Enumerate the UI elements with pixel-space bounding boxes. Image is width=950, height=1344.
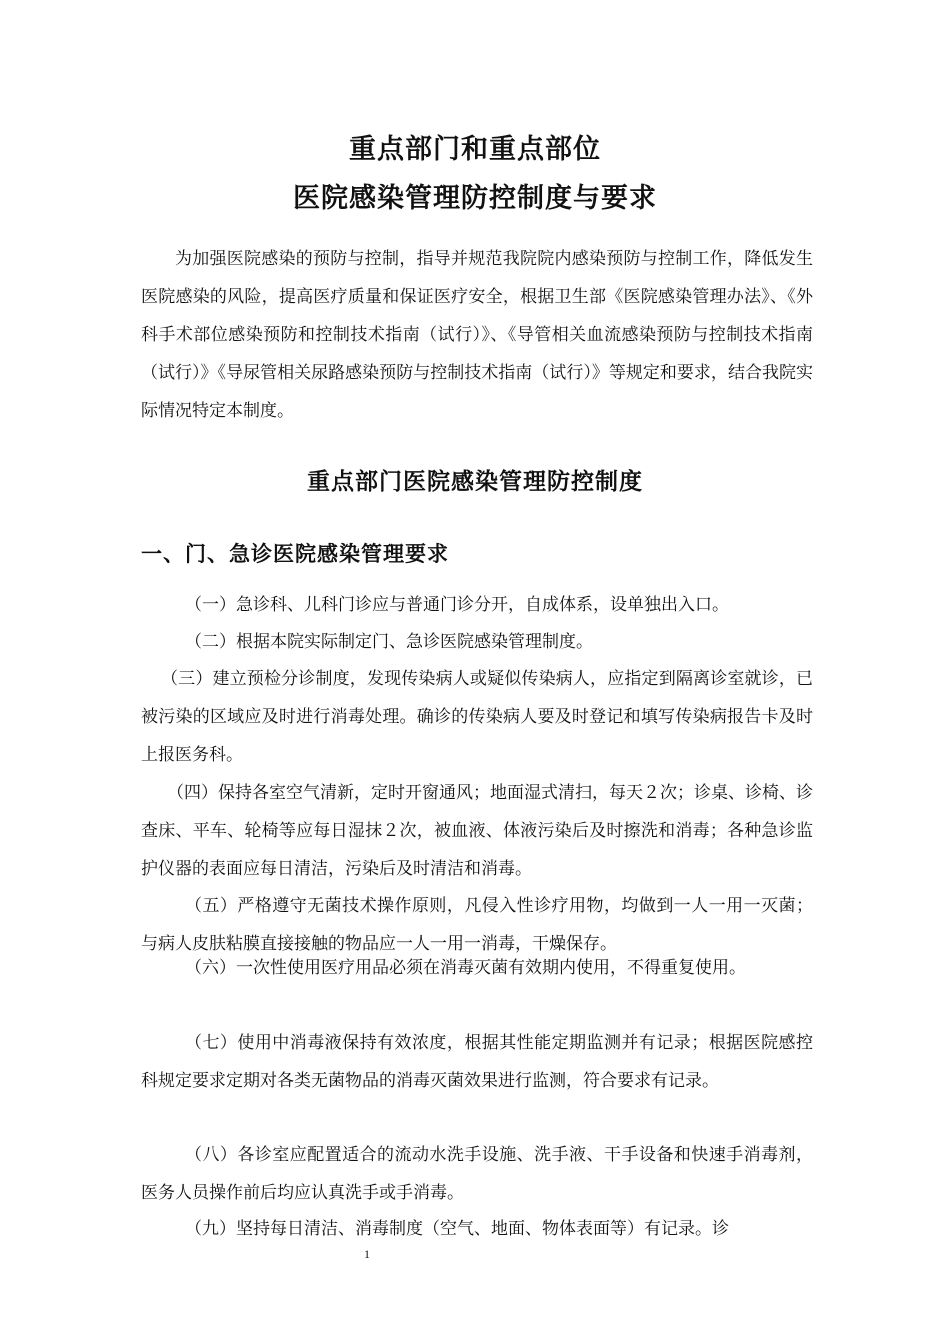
document-title-line2: 医院感染管理防控制度与要求 [293,183,657,214]
intro-paragraph: 为加强医院感染的预防与控制，指导并规范我院院内感染预防与控制工作，降低发生医院感染的风险，提高医疗质量和保证医疗安全，根据卫生部《医院感染管理办法》、《外科手术部位感染预防和控制技术指南（试行）》、《导管相关血流感染预防与控制技术指南（试行）》《导尿管相关尿路感染预防与控制技术指南（试行）》等规定和要求，结合我院实际情况特定本制度。 [141,249,813,421]
list-item: （八）各诊室应配置适合的流动水洗手设施、洗手液、干手设备和快速手消毒剂，医务人员操作前后均应认真洗手或手消毒。 [141,1145,813,1203]
list-item: （五）严格遵守无菌技术操作原则，凡侵入性诊疗用物，均做到一人一用一灭菌；与病人皮肤粘膜直接接触的物品应一人一用一消毒，干燥保存。 [141,896,813,954]
heading-outpatient-emergency: 一、门、急诊医院感染管理要求 [141,542,449,566]
list-item: （四）保持各室空气清新，定时开窗通风；地面湿式清扫，每天２次；诊桌、诊椅、诊查床、平车、轮椅等应每日湿抹２次，被血液、体液污染后及时擦洗和消毒；各种急诊监护仪器的表面应每日清洁，污染后及时清洁和消毒。 [141,783,813,879]
page-number: 1 [364,1247,370,1261]
list-item: （六）一次性使用医疗用品必须在消毒灭菌有效期内使用，不得重复使用。 [185,958,746,978]
document-title-line1: 重点部门和重点部位 [349,134,601,165]
list-item: （一）急诊科、儿科门诊应与普通门诊分开，自成体系，设单独出入口。 [185,595,729,615]
list-item: （九）坚持每日清洁、消毒制度（空气、地面、物体表面等）有记录。诊 [185,1219,729,1239]
section-title: 重点部门医院感染管理防控制度 [307,469,643,495]
list-item: （七）使用中消毒液保持有效浓度，根据其性能定期监测并有记录；根据医院感控科规定要求定期对各类无菌物品的消毒灭菌效果进行监测，符合要求有记录。 [141,1033,813,1091]
list-item: （三）建立预检分诊制度，发现传染病人或疑似传染病人，应指定到隔离诊室就诊，已被污染的区域应及时进行消毒处理。确诊的传染病人要及时登记和填写传染病报告卡及时上报医务科。 [141,669,813,765]
list-item: （二）根据本院实际制定门、急诊医院感染管理制度。 [185,632,593,652]
